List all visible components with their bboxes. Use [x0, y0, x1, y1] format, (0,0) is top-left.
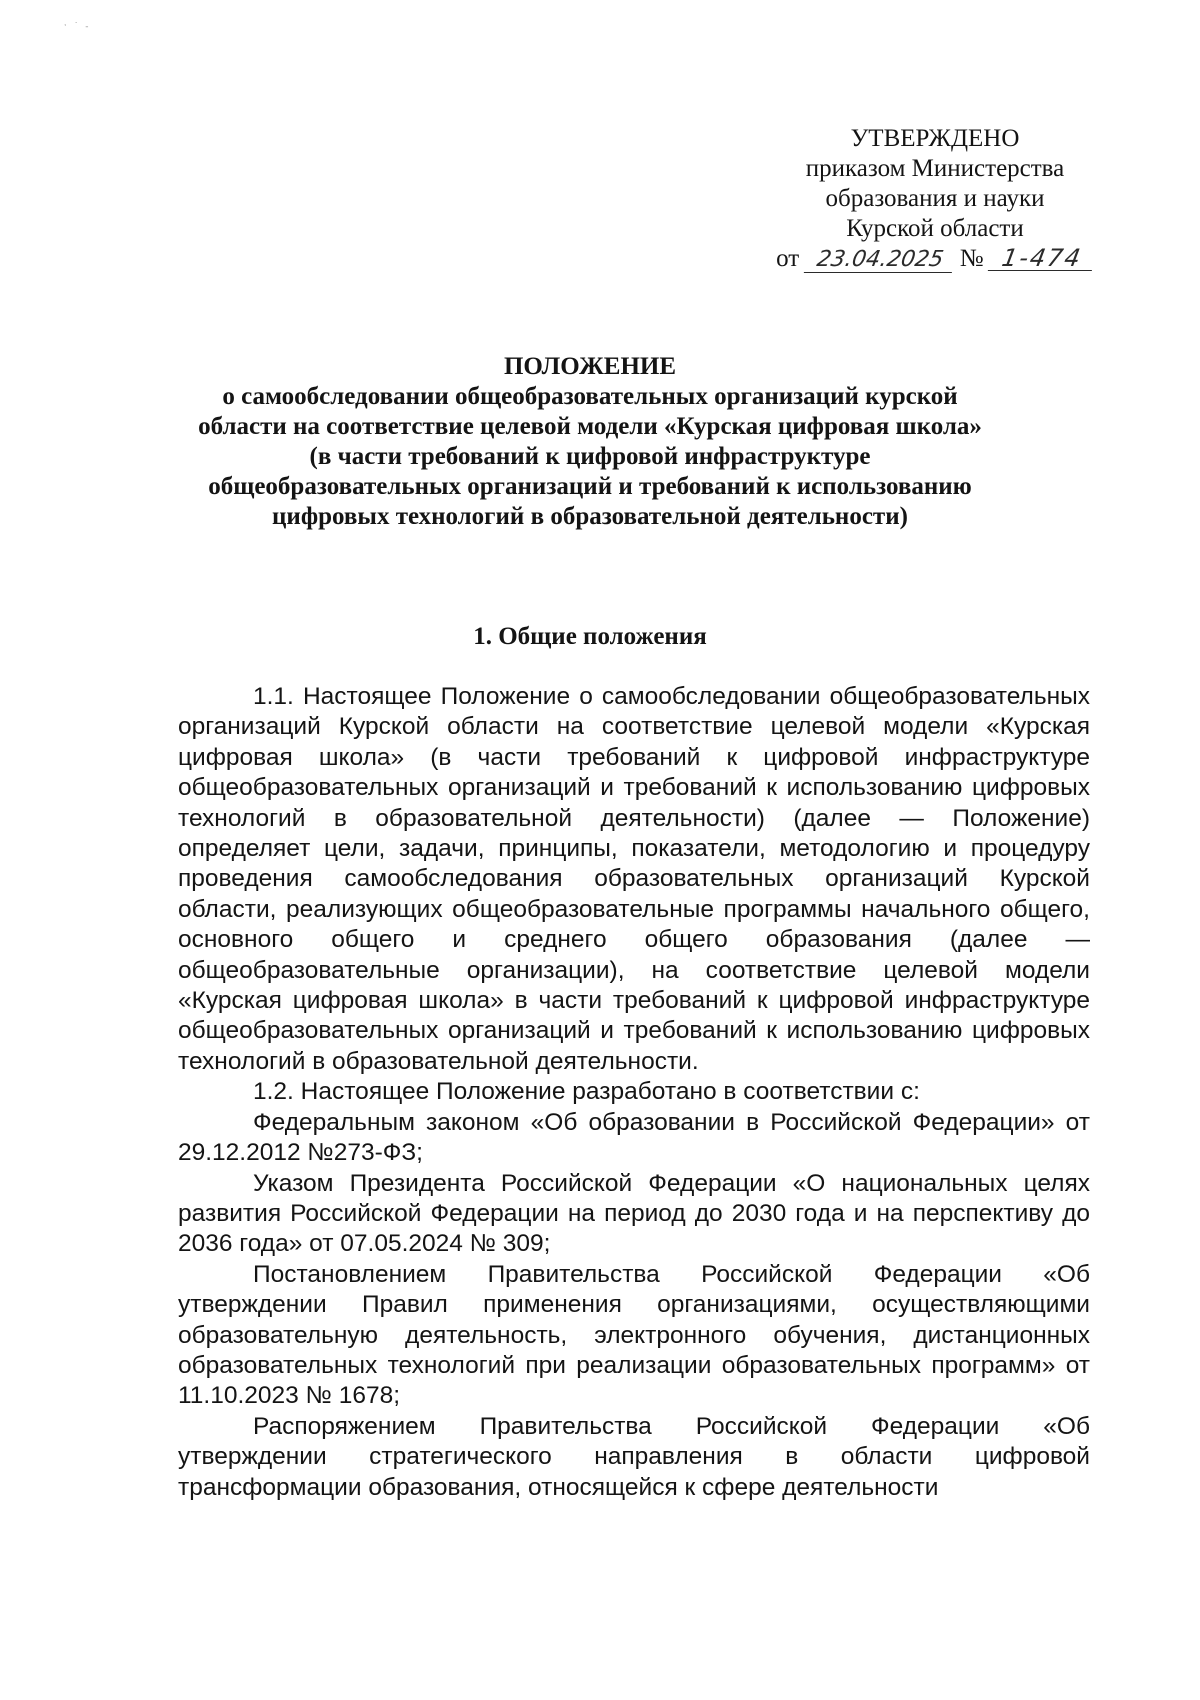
approval-line-2: образования и науки: [825, 185, 1045, 212]
title-line-4: общеобразовательных организаций и требований к использованию: [208, 473, 972, 500]
section-heading: 1. Общие положения: [473, 623, 707, 650]
approval-order-line: [770, 244, 1100, 274]
title-line-3: (в части требований к цифровой инфраструктуре: [309, 443, 871, 470]
list-item-federal-law: Федеральным законом «Об образовании в Российской Федерации» от 29.12.2012 №273-ФЗ;: [178, 1108, 1090, 1167]
title-main: ПОЛОЖЕНИЕ: [503, 353, 677, 380]
paragraph-1-2: 1.2. Настоящее Положение разработано в соответствии с:: [253, 1078, 920, 1106]
title-line-5: цифровых технологий в образовательной деятельности): [272, 503, 908, 530]
title-line-2: области на соответствие целевой модели «Курская цифровая школа»: [198, 413, 982, 440]
list-item-government-resolution: Постановлением Правительства Российской Федерации «Об утверждении Правил применения организациями, осуществляющими образовательную деятельность, электронного обучения, дистанционных образовательных технологий при реализации образовательных программ» от 11.10.2023 № 1678;: [178, 1260, 1090, 1410]
document-body: [178, 682, 1090, 1503]
approval-heading: УТВЕРЖДЕНО: [850, 125, 1020, 152]
scan-mark: ˑ ˙ -: [64, 22, 91, 32]
handwritten-date: 23.04.2025: [803, 248, 955, 273]
document-title: [150, 352, 1030, 532]
list-item-presidential-decree: Указом Президента Российской Федерации «О национальных целях развития Российской Федерации на период до 2030 года и на перспективу до 2036 года» от 07.05.2024 № 309;: [178, 1169, 1090, 1258]
number-label: №: [959, 245, 984, 272]
approval-line-3: Курской области: [846, 215, 1024, 242]
paragraph-1-1: 1.1. Настоящее Положение о самообследовании общеобразовательных организаций Курской области на соответствие целевой модели «Курская цифровая школа» (в части требований к цифровой инфраструктуре общеобразовательных организаций и требований к использованию цифровых технологий в образовательной деятельности) (далее — Положение) определяет цели, задачи, принципы, показатели, методологию и процедуру проведения самообследования образовательных организаций Курской области, реализующих общеобразовательные программы начального общего, основного общего и среднего общего образования (далее — общеобразовательные организации), на соответствие целевой модели «Курская цифровая школа» в части требований к цифровой инфраструктуре общеобразовательных организаций и требований к использованию цифровых технологий в образовательной деятельности.: [178, 683, 1090, 1075]
approval-line-1: приказом Министерства: [805, 155, 1065, 182]
title-line-1: о самообследовании общеобразовательных организаций курской: [222, 383, 958, 410]
handwritten-number: 1-474: [988, 246, 1096, 271]
list-item-government-order: Распоряжением Правительства Российской Федерации «Об утверждении стратегического направления в области цифровой трансформации образования, относящейся к сфере деятельности: [178, 1412, 1090, 1501]
approval-stamp-block: [770, 124, 1100, 274]
from-label: от: [776, 245, 800, 272]
